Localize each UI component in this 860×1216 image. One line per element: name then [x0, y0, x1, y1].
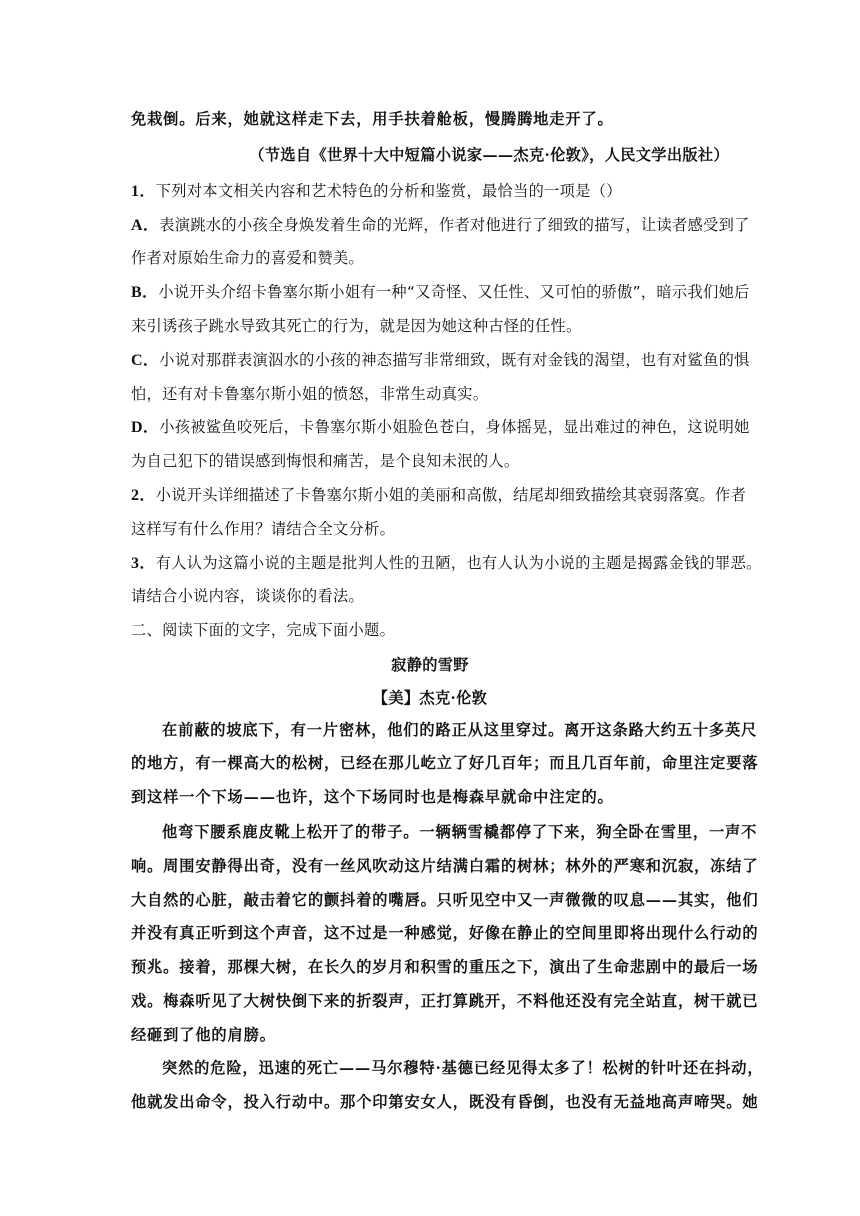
option-d [131, 416, 750, 439]
option-c-continued: 怕，还有对卡鲁塞尔斯小姐的愤怒，非常生动真实。 [131, 385, 489, 403]
question-2 [131, 484, 747, 507]
question-2-continued: 这样写有什么作用？请结合全文分析。 [131, 520, 396, 538]
option-a-continued: 作者对原始生命力的喜爱和赞美。 [131, 249, 365, 267]
question-number: 3． [131, 555, 156, 572]
option-b-continued: 来引诱孩子跳水导致其死亡的行为，就是因为她这种古怪的任性。 [131, 317, 582, 335]
option-text: 小说开头介绍卡鲁塞尔斯小姐有一种“又奇怪、又任性、又可怕的骄傲”，暗示我们她后 [158, 283, 750, 301]
question-number: 2． [131, 487, 156, 504]
paragraph-line: 在前蔽的坡底下，有一片密林，他们的路正从这里穿过。离开这条路大约五十多英尺 [162, 721, 758, 739]
question-3-continued: 请结合小说内容，谈谈你的看法。 [131, 587, 365, 605]
paragraph-line: 他就发出命令，投入行动中。那个印第安女人，既没有昏倒，也没有无益地高声啼哭。她 [131, 1093, 759, 1111]
option-b [131, 281, 750, 304]
paragraph-line: 并没有真正听到这个声音，这不过是一种感觉，好像在静止的空间里即将出现什么行动的 [131, 924, 759, 942]
intro-line: 免栽倒。后来，她就这样走下去，用手扶着舱板，慢腾腾地走开了。 [131, 110, 614, 128]
paragraph-line: 突然的危险，迅速的死亡——马尔穆特·基德已经见得太多了！松树的针叶还在抖动， [162, 1059, 764, 1077]
question-stem: 下列对本文相关内容和艺术特色的分析和鉴赏，最恰当的一项是（） [155, 182, 622, 200]
question-1 [131, 180, 729, 203]
option-text: 小说对那群表演泅水的小孩的神态描写非常细致，既有对金钱的渴望，也有对鲨鱼的惧 [159, 351, 750, 369]
paragraph-line: 经砸到了他的肩膀。 [131, 1026, 276, 1044]
option-label: C． [131, 352, 160, 369]
paragraph-line: 他弯下腰系鹿皮靴上松开了的带子。一辆辆雪橇都停了下来，狗全卧在雪里，一声不 [162, 823, 758, 841]
option-a [131, 214, 750, 237]
paragraph-line: 到这样一个下场——也许，这个下场同时也是梅森早就命中注定的。 [131, 788, 614, 806]
paragraph-line: 响。周围安静得出奇，没有一丝风吹动这片结满白霜的树林；林外的严寒和沉寂，冻结了 [131, 857, 759, 875]
paragraph-line: 预兆。接着，那棵大树，在长久的岁月和积雪的重压之下，演出了生命悲剧中的最后一场 [131, 958, 759, 976]
paragraph-line: 戏。梅森听见了大树快倒下来的折裂声，正打算跳开，不料他还没有完全站直，树干就已 [131, 992, 759, 1010]
question-3 [131, 552, 762, 575]
section-heading: 二、阅读下面的文字，完成下面小题。 [131, 621, 396, 639]
question-text: 小说开头详细描述了卡鲁塞尔斯小姐的美丽和高傲，结尾却细致描绘其衰弱落寞。作者 [155, 486, 747, 504]
option-text: 小孩被鲨鱼咬死后，卡鲁塞尔斯小姐脸色苍白，身体摇晃，显出难过的神色，这说明她 [159, 418, 750, 436]
option-text: 表演跳水的小孩全身焕发着生命的光辉，作者对他进行了细致的描写，让读者感受到了 [159, 216, 750, 234]
option-d-continued: 为自己犯下的错误感到悔恨和痛苦，是个良知未泯的人。 [131, 452, 520, 470]
option-label: A． [131, 217, 160, 234]
paragraph-line: 的地方，有一棵高大的松树，已经在那儿屹立了好几百年；而且几百年前，命里注定要落 [131, 754, 759, 772]
story-author: 【美】杰克·伦敦 [372, 689, 488, 707]
story-title: 寂静的雪野 [391, 656, 469, 674]
question-text: 有人认为这篇小说的主题是批判人性的丑陋，也有人认为小说的主题是揭露金钱的罪恶。 [155, 554, 762, 572]
source-citation: （节选自《世界十大中短篇小说家——杰克·伦敦》，人民文学出版社） [249, 146, 729, 164]
question-number: 1． [131, 183, 156, 200]
option-c [131, 349, 750, 372]
option-label: B． [131, 284, 159, 301]
option-label: D． [131, 419, 160, 436]
paragraph-line: 大自然的心脏，敲击着它的颤抖着的嘴唇。只听见空中又一声微微的叹息——其实，他们 [131, 891, 759, 909]
